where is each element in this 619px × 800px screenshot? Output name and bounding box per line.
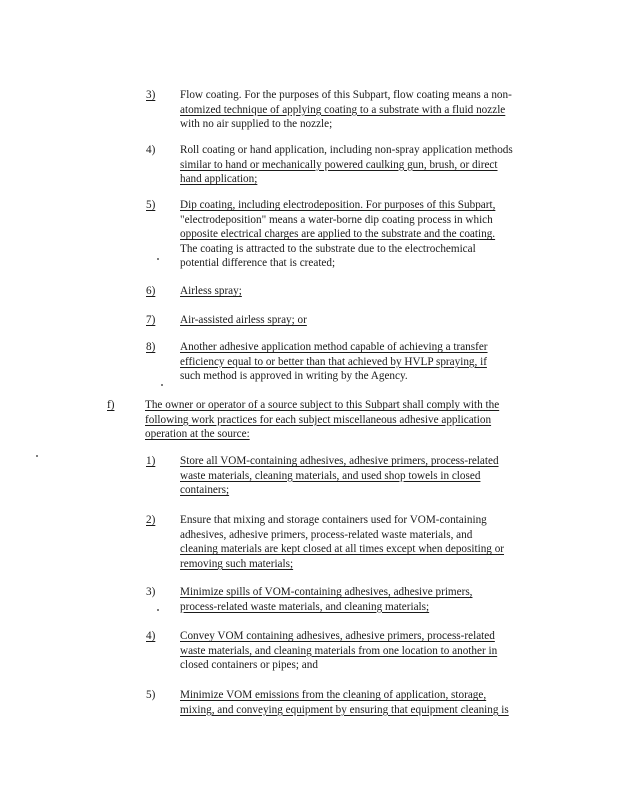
text-line: process-related waste materials, and cleaning materials; [180,600,430,613]
item-text [180,143,513,187]
text-line: Airless spray; [180,285,242,297]
scan-speck [157,258,159,260]
text-line: mixing, and conveying equipment by ensuring that equipment cleaning is [180,703,509,716]
text-line: hand application; [180,173,258,186]
text-line: following work practices for each subject miscellaneous adhesive application [145,413,492,426]
item-text [180,340,488,384]
text-line: opposite electrical charges are applied to the substrate and the coating. [180,228,496,241]
scan-speck [157,609,159,611]
text-line: removing such materials; [180,557,294,570]
text-line: cleaning materials are kept closed at all times except when depositing or [180,543,505,556]
text-line: Dip coating, including electrodeposition. For purposes of this Subpart, [180,199,496,211]
item-number: 3) [146,89,156,101]
text-line: Minimize VOM emissions from the cleaning of application, storage, [180,689,487,701]
item-number: 5) [146,199,156,211]
text-line: waste materials, and cleaning materials from one location to another in [180,644,498,657]
item-number: 4) [146,630,156,642]
text-line: Convey VOM containing adhesives, adhesive primers, process-related [180,630,495,642]
text-line: "electrodeposition" means a water-borne dip coating process in which [180,213,493,226]
text-line: with no air supplied to the nozzle; [180,118,333,131]
text-line: Flow coating. For the purposes of this Subpart, flow coating means a non- [180,89,512,101]
text-line: Air-assisted airless spray; or [180,314,307,326]
item-text [180,585,472,614]
item-number: 8) [146,341,156,353]
item-number: 7) [146,314,156,326]
text-line: Minimize spills of VOM-containing adhesives, adhesive primers, [180,586,473,598]
item-text [180,198,495,271]
text-line: potential difference that is created; [180,257,336,270]
subsection-letter: f) [107,399,115,411]
text-line: operation at the source: [145,428,250,441]
text-line: Another adhesive application method capable of achieving a transfer [180,341,488,353]
item-number: 1) [146,455,156,467]
text-line: Ensure that mixing and storage containers used for VOM-containing [180,514,487,526]
item-text [180,454,499,498]
item-number: 4) [146,144,156,156]
text-line: closed containers or pipes; and [180,659,318,672]
scan-speck [36,455,38,457]
item-number: 2) [146,514,156,526]
item-number: 6) [146,285,156,297]
text-line: Roll coating or hand application, including non-spray application methods [180,144,513,156]
text-line: similar to hand or mechanically powered caulking gun, brush, or direct [180,158,498,171]
item-text [180,88,512,132]
item-text [180,629,497,673]
text-line: waste materials, cleaning materials, and used shop towels in closed [180,469,481,482]
item-text [180,313,307,328]
subsection-text [145,398,499,442]
text-line: The coating is attracted to the substrate due to the electrochemical [180,242,476,255]
item-text [180,688,509,717]
text-line: adhesives, adhesive primers, process-related waste materials, and [180,528,473,541]
text-line: atomized technique of applying coating to a substrate with a fluid nozzle [180,103,506,116]
item-text [180,513,504,571]
text-line: efficiency equal to or better than that achieved by HVLP spraying, if [180,355,487,368]
text-line: Store all VOM-containing adhesives, adhesive primers, process-related [180,455,499,467]
item-text [180,284,242,299]
text-line: The owner or operator of a source subject to this Subpart shall comply with the [145,399,500,411]
scan-speck [161,384,163,386]
text-line: such method is approved in writing by the Agency. [180,370,408,383]
item-number: 5) [146,689,156,701]
text-line: containers; [180,484,230,497]
item-number: 3) [146,586,156,598]
